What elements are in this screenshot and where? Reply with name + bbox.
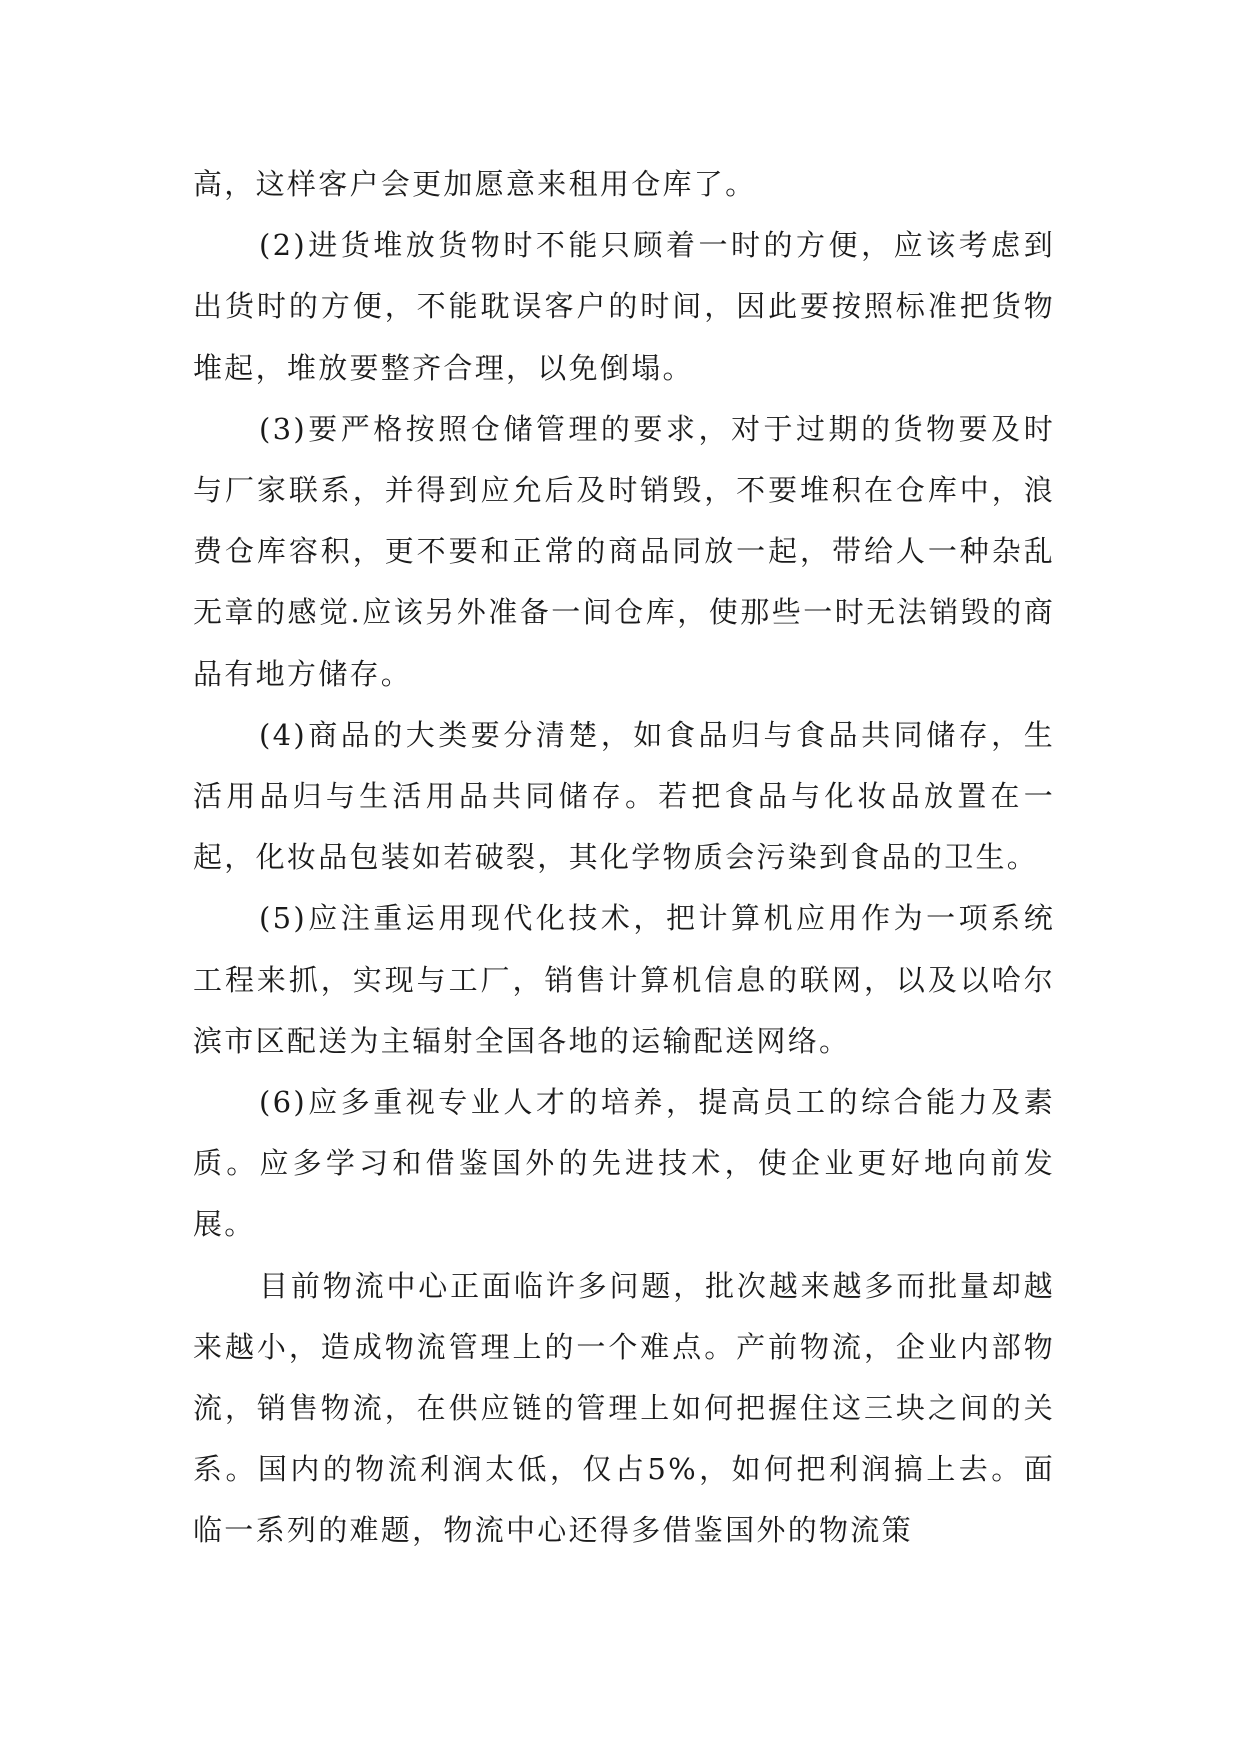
paragraph-item-5: (5)应注重运用现代化技术，把计算机应用作为一项系统工程来抓，实现与工厂，销售计算机信息的联网，以及以哈尔滨市区配送为主辐射全国各地的运输配送网络。 bbox=[193, 901, 1055, 1058]
paragraph-item-4: (4)商品的大类要分清楚，如食品归与食品共同储存，生活用品归与生活用品共同储存。若把食品与化妆品放置在一起，化妆品包装如若破裂，其化学物质会污染到食品的卫生。 bbox=[193, 717, 1055, 875]
paragraph-item-2: (2)进货堆放货物时不能只顾着一时的方便，应该考虑到出货时的方便，不能耽误客户的时间，因此要按照标准把货物堆起，堆放要整齐合理，以免倒塌。 bbox=[193, 228, 1055, 385]
paragraph-item-3: (3)要严格按照仓储管理的要求，对于过期的货物要及时与厂家联系，并得到应允后及时销毁，不要堆积在仓库中，浪费仓库容积，更不要和正常的商品同放一起，带给人一种杂乱无章的感觉.应该另外准备一间仓库，使那些一时无法销毁的商品有地方储存。 bbox=[193, 411, 1055, 691]
paragraph-current-issues: 目前物流中心正面临许多问题，批次越来越多而批量却越来越小，造成物流管理上的一个难点。产前物流，企业内部物流，销售物流，在供应链的管理上如何把握住这三块之间的关系。国内的物流利润太低，仅占5%，如何把利润搞上去。面临一系列的难题，物流中心还得多借鉴国外的物流策 bbox=[193, 1268, 1055, 1548]
paragraph-continuation: 高，这样客户会更加愿意来租用仓库了。 bbox=[193, 167, 757, 201]
document-body bbox=[193, 154, 1055, 1562]
paragraph-item-6: (6)应多重视专业人才的培养，提高员工的综合能力及素质。应多学习和借鉴国外的先进技术，使企业更好地向前发展。 bbox=[193, 1085, 1055, 1242]
